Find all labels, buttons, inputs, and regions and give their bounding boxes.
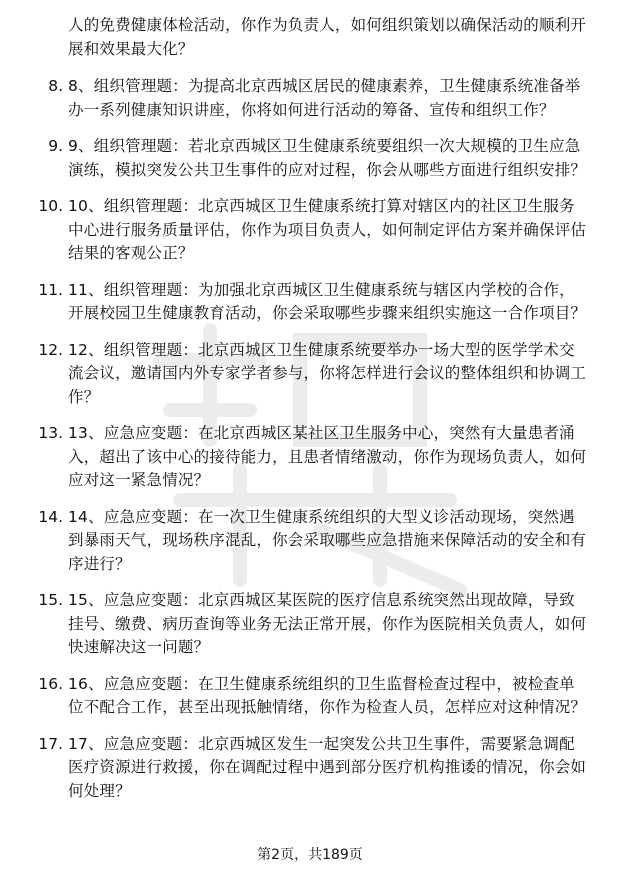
question-text: 14、应急应变题：在一次卫生健康系统组织的大型义诊活动现场，突然遇到暴雨天气，现场秩序混乱，你会采取哪些应急措施来保障活动的安全和有序进行？ [68, 507, 587, 573]
question-text: 16、应急应变题：在卫生健康系统组织的卫生监督检查过程中，被检查单位不配合工作，甚至出现抵触情绪，你作为检查人员，怎样应对这种情况？ [68, 674, 587, 716]
question-text: 13、应急应变题：在北京西城区某社区卫生服务中心，突然有大量患者涌入，超出了该中心的接待能力，且患者情绪激动，你作为现场负责人，如何应对这一紧急情况？ [68, 424, 587, 489]
question-text: 17、应急应变题：北京西城区发生一起突发公共卫生事件，需要紧急调配医疗资源进行救援，你在调配过程中遇到部分医疗机构推诿的情况，你会如何处理？ [68, 734, 587, 800]
question-item-13 [0, 422, 620, 493]
question-number: 15. [38, 591, 63, 609]
page-footer: 第2页，共189页 [257, 847, 363, 863]
question-number: 8. [48, 77, 63, 95]
question-text: 10、组织管理题：北京西城区卫生健康系统打算对辖区内的社区卫生服务中心进行服务质量评估，你作为项目负责人，如何制定评估方案并确保评估结果的客观公正？ [68, 197, 587, 262]
question-number: 12. [38, 340, 63, 359]
question-item-17 [0, 733, 620, 804]
question-item-9 [0, 135, 620, 182]
question-item-16 [0, 673, 620, 720]
question-number: 11. [38, 280, 63, 299]
question-item-8 [0, 75, 620, 122]
question-number: 14. [38, 507, 63, 526]
continued-question-text: 人的免费健康体检活动，你作为负责人，如何组织策划以确保活动的顺利开展和效果最大化？ [68, 16, 587, 58]
question-text: 9、组织管理题：若北京西城区卫生健康系统要组织一次大规模的卫生应急演练，模拟突发公共卫生事件的应对过程，你会从哪些方面进行组织安排？ [68, 137, 587, 179]
question-item-14 [0, 506, 620, 577]
question-text: 12、组织管理题：北京西城区卫生健康系统要举办一场大型的医学学术交流会议，邀请国内外专家学者参与，你将怎样进行会议的整体组织和协调工作？ [68, 340, 587, 406]
question-number: 16. [38, 674, 63, 693]
question-item-15 [0, 589, 620, 660]
question-text: 15、应急应变题：北京西城区某医院的医疗信息系统突然出现故障，导致挂号、缴费、病历查询等业务无法正常开展，你作为医院相关负责人，如何快速解决这一问题？ [68, 591, 587, 656]
question-item-11 [0, 279, 620, 326]
question-number: 17. [38, 734, 63, 753]
question-number: 13. [38, 424, 63, 442]
question-text: 11、组织管理题：为加强北京西城区卫生健康系统与辖区内学校的合作，开展校园卫生健康教育活动，你会采取哪些步骤来组织实施这一合作项目？ [68, 280, 587, 322]
question-list [0, 14, 620, 816]
question-text: 8、组织管理题：为提高北京西城区居民的健康素养，卫生健康系统准备举办一系列健康知识讲座，你将如何进行活动的筹备、宣传和组织工作？ [68, 77, 581, 119]
question-number: 10. [38, 197, 63, 215]
question-item-10 [0, 195, 620, 266]
question-item-12 [0, 339, 620, 410]
question-number: 9. [48, 137, 63, 155]
